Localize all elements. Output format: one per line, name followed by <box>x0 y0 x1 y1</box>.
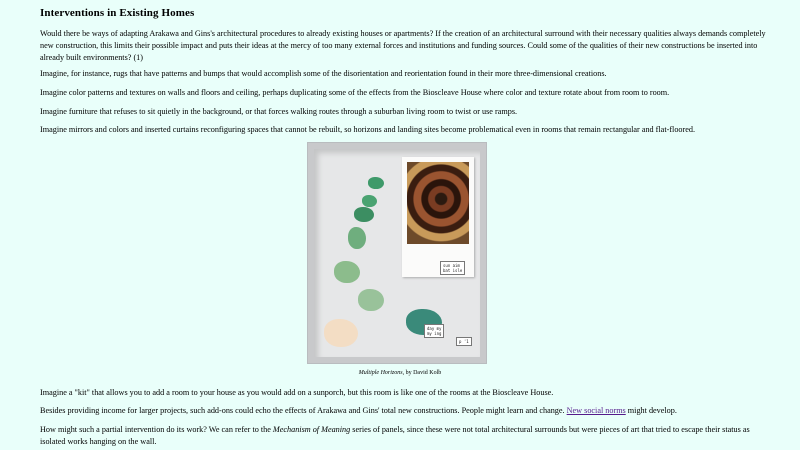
ceramic-piece <box>348 227 366 249</box>
paragraph-text: How might such a partial intervention do its work? We can refer to the <box>40 425 273 434</box>
paragraph: Imagine mirrors and colors and inserted curtains reconfiguring spaces that cannot be rebuilt, so horizons and landing sites become problematical even in rooms that remain rectangular and flat-floored. <box>40 125 696 134</box>
ceramic-piece <box>334 261 360 283</box>
figure-caption <box>0 370 800 376</box>
paragraph: Would there be ways of adapting Arakawa and Gins's architectural procedures to already existing houses or apartments? If the creation of an architectural surround with their necessary qualities always demands completely new construction, this limits their possible impact and puts their ideas at the mercy of too many external forces and institutions and funding sources. Could some of the qualities of their new constructions be inserted into already built environments? (1) <box>40 29 766 63</box>
ceramic-piece <box>324 319 358 347</box>
paragraph-text: series of panels, since these were not total architectural surrounds but were pieces of art that tried to escape their status as isolated works hanging on the wall. <box>40 425 750 447</box>
ceramic-piece <box>354 207 374 222</box>
word-tag: p '1 <box>456 337 472 346</box>
paragraph-text: Besides providing income for larger projects, such add-ons could echo the effects of Arakawa and Gins' total new constructions. People might learn and change. <box>40 406 567 415</box>
artwork-image <box>307 142 487 364</box>
spiral-staircase-image <box>407 162 469 244</box>
paragraph: Imagine a "kit" that allows you to add a room to your house as you would add on a sunporch, but this room is like one of the rooms at the Bioscleave House. <box>40 388 554 397</box>
ceramic-piece <box>362 195 377 207</box>
staircase-photo <box>402 157 474 277</box>
paragraph: Imagine, for instance, rugs that have patterns and bumps that would accomplish some of the disorientation and reorientation found in their more three-dimensional creations. <box>40 69 607 78</box>
paragraph <box>40 424 770 448</box>
ceramic-piece <box>358 289 384 311</box>
paragraph: Imagine furniture that refuses to sit quietly in the background, or that forces walking routes through a suburban living room to twist or use ramps. <box>40 107 518 116</box>
ceramic-piece <box>368 177 384 189</box>
paragraph <box>40 405 770 417</box>
caption-credit: , by David Kolb <box>402 370 442 376</box>
word-tag: day my my ing <box>424 324 444 338</box>
paragraph: Imagine color patterns and textures on walls and floors and ceiling, perhaps duplicating some of the effects from the Bioscleave House where color and texture rotate about from room to room. <box>40 88 670 97</box>
artwork-box <box>314 149 480 357</box>
emphasis-title: Mechanism of Meaning <box>272 425 351 434</box>
new-social-norms-link[interactable]: New social norms <box>566 406 626 415</box>
caption-title: Multiple Horizons <box>358 370 403 376</box>
word-tag: sun aim bat isle <box>440 261 465 275</box>
section-heading: Interventions in Existing Homes <box>40 7 195 19</box>
paragraph-text: might develop. <box>625 406 677 415</box>
